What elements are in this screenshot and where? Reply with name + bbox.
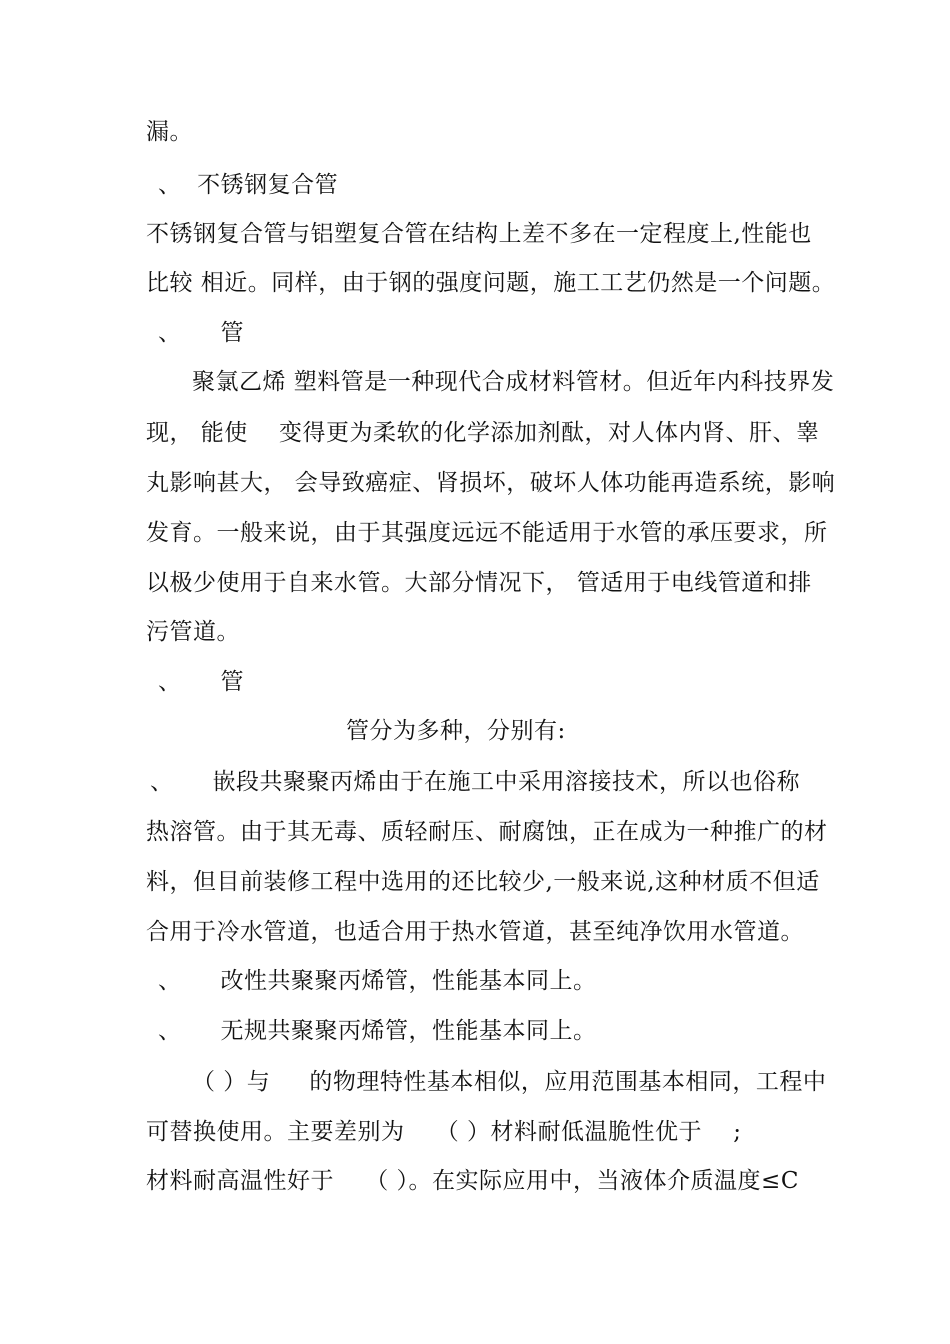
text-line: 现， 能使 变得更为柔软的化学添加剂酞，对人体内肾、肝、睾 (146, 420, 820, 446)
text-line: 比较 相近。同样，由于钢的强度问题，施工工艺仍然是一个问题。 (146, 270, 836, 296)
text-line: 不锈钢复合管与铝塑复合管在结构上差不多在一定程度上,性能也 (146, 221, 812, 247)
text-line: 污管道。 (146, 619, 240, 645)
text-line: 丸影响甚大， 会导致癌症、肾损坏，破坏人体功能再造系统，影响 (146, 470, 836, 496)
text-line: 热溶管。由于其无毒、质轻耐压、耐腐蚀，正在成为一种推广的材 (146, 819, 828, 845)
text-line: 合用于冷水管道，也适合用于热水管道，甚至纯净饮用水管道。 (146, 919, 804, 945)
text-line: 、 改性共聚聚丙烯管，性能基本同上。 (158, 968, 597, 994)
text-line: 料，但目前装修工程中选用的还比较少,一般来说,这种材质不但适 (146, 869, 820, 895)
text-line: 、 嵌段共聚聚丙烯由于在施工中采用溶接技术，所以也俗称 (150, 769, 801, 795)
text-line: （ ）与 的物理特性基本相似，应用范围基本相同，工程中 (192, 1069, 827, 1095)
section-heading: 、 管 (158, 669, 245, 695)
text-line: 管分为多种，分别有: (346, 718, 566, 744)
text-line: 聚氯乙烯 塑料管是一种现代合成材料管材。但近年内科技界发 (192, 369, 835, 395)
text-line: 以极少使用于自来水管。大部分情况下， 管适用于电线管道和排 (146, 570, 812, 596)
text-line: 材料耐高温性好于 （ ）。在实际应用中，当液体介质温度≤C (146, 1168, 799, 1194)
text-line: 可替换使用。主要差别为 （ ）材料耐低温脆性优于 ; (146, 1119, 742, 1145)
text-line: 漏。 (146, 119, 193, 145)
text-line: 、 无规共聚聚丙烯管，性能基本同上。 (158, 1018, 597, 1044)
section-heading: 、 管 (158, 320, 245, 346)
section-heading: 、 不锈钢复合管 (158, 172, 339, 198)
text-line: 发育。一般来说，由于其强度远远不能适用于水管的承压要求，所 (146, 520, 828, 546)
